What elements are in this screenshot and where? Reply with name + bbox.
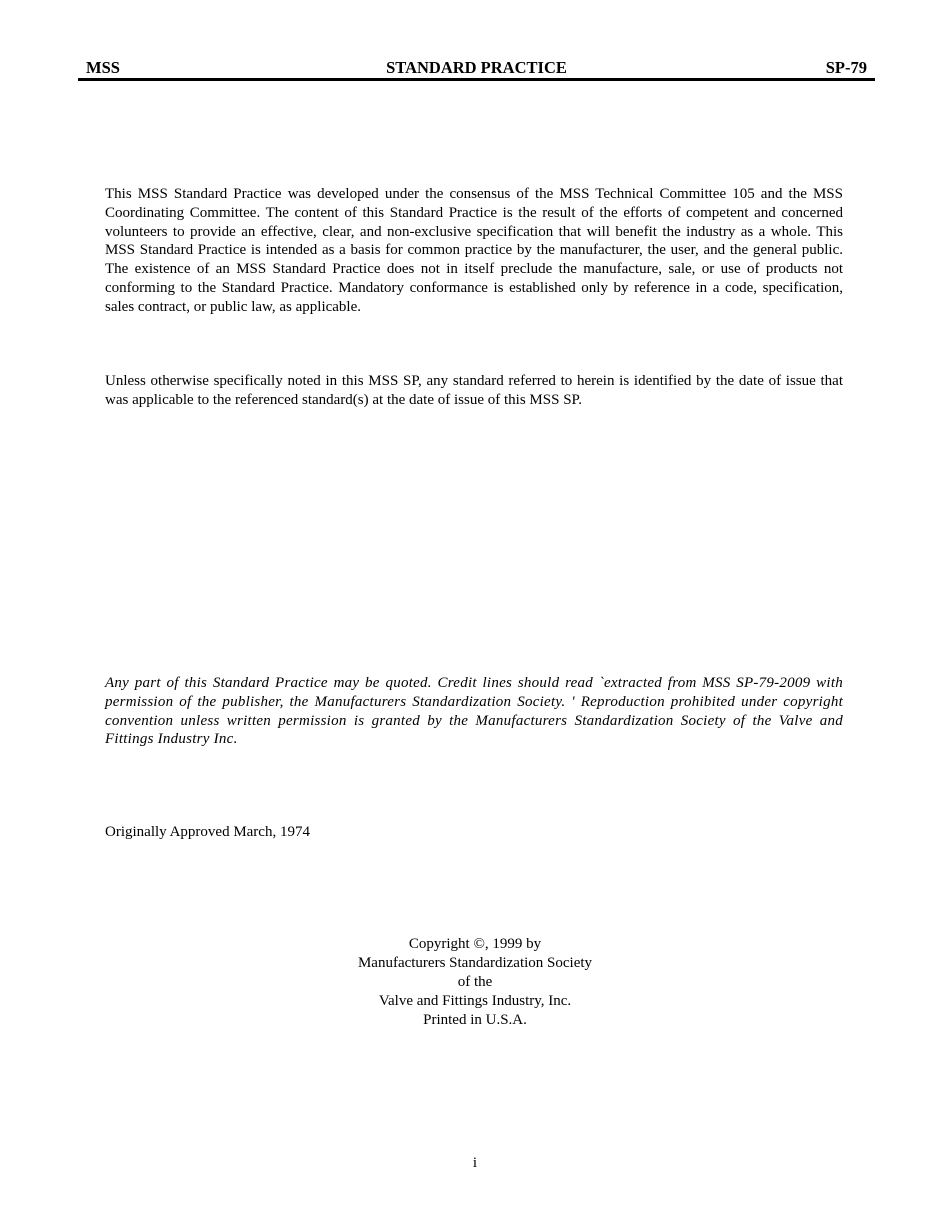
page-number: i (472, 1155, 478, 1171)
copyright-line: Copyright ©, 1999 by (408, 936, 542, 952)
copyright-printed: Printed in U.S.A. (423, 1012, 527, 1028)
copyright-block (0, 935, 950, 1030)
reference-paragraph: Unless otherwise specifically noted in this MSS SP, any standard referred to herein is identified by the date of issue that was applicable to the referenced standard(s) at the date of issue of this MSS SP. (105, 373, 843, 408)
copyright-industry: Valve and Fittings Industry, Inc. (378, 993, 572, 1009)
quotation-notice: Any part of this Standard Practice may be quoted. Credit lines should read `extracted from MSS SP-79-2009 with permission of the publisher, the Manufacturers Standardization Society. ' Reproduction prohibited under copyright convention unless written permission is granted by the Manufacturers Standardization Society of the Valve and Fittings Industry Inc. (105, 675, 843, 748)
approval-note: Originally Approved March, 1974 (105, 824, 310, 840)
header-title: STANDARD PRACTICE (386, 58, 567, 77)
consensus-paragraph: This MSS Standard Practice was developed under the consensus of the MSS Technical Committee 105 and the MSS Coordinating Committee. The content of this Standard Practice is the result of the efforts of competent and concerned volunteers to provide an effective, clear, and non-exclusive specification that will benefit the industry as a whole. This MSS Standard Practice is intended as a basis for common practice by the manufacturer, the user, and the general public. The existence of an MSS Standard Practice does not in itself preclude the manufacture, sale, or use of products not conforming to the Standard Practice. Mandatory conformance is established only by reference in a code, specification, sales contract, or public law, as applicable. (105, 186, 843, 315)
header-organization: MSS (86, 58, 120, 77)
page-header (78, 58, 875, 81)
header-document-number: SP-79 (825, 58, 867, 77)
copyright-connector: of the (457, 974, 493, 990)
copyright-publisher: Manufacturers Standardization Society (357, 955, 593, 971)
